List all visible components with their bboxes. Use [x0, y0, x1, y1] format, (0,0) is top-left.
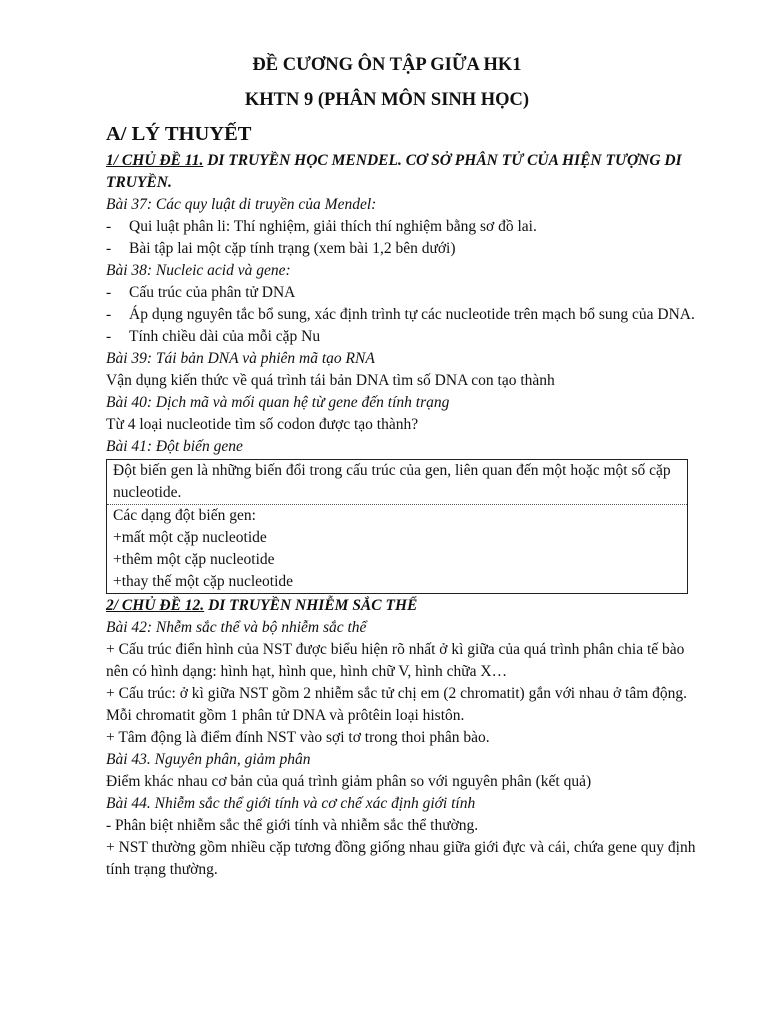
mutation-types-title: Các dạng đột biến gen: — [113, 507, 256, 524]
lesson-38-heading: Bài 38: Nucleic acid và gene: — [106, 262, 291, 279]
lesson-42-line: + Cấu trúc: ở kì giữa NST gồm 2 nhiễm sắc tử chị em (2 chromatit) gắn với nhau ở tâm động. Mỗi chromatit gồm 1 phân tử DNA và prôtêin loại histôn. — [106, 685, 688, 724]
list-item-text: Cấu trúc của phân tử DNA — [129, 284, 296, 301]
lesson-43-text: Điểm khác nhau cơ bản của quá trình giảm phân so với nguyên phân (kết quả) — [106, 773, 592, 790]
lesson-42-heading: Bài 42: Nhễm sắc thể và bộ nhiễm sắc thể — [106, 619, 367, 636]
list-item — [106, 216, 696, 238]
topic-1-title: DI TRUYỀN HỌC MENDEL. CƠ SỞ PHÂN TỬ CỦA HIỆN TƯỢNG DI TRUYỀN. — [106, 152, 682, 191]
lesson-39-text: Vận dụng kiến thức về quá trình tái bản DNA tìm số DNA con tạo thành — [106, 372, 555, 389]
list-item-text: Qui luật phân li: Thí nghiệm, giải thích thí nghiệm bằng sơ đồ lai. — [129, 218, 537, 235]
lesson-38-list — [106, 282, 696, 348]
lesson-40-heading: Bài 40: Dịch mã và mối quan hệ từ gene đến tính trạng — [106, 394, 450, 411]
dash-bullet: - — [106, 240, 112, 257]
dash-bullet: - — [106, 306, 112, 323]
dash-bullet: - — [106, 284, 112, 301]
topic-heading-2 — [106, 595, 696, 617]
lesson-42-line: + Cấu trúc điển hình của NST được biểu hiện rõ nhất ở kì giữa của quá trình phân chia tế bào nên có hình dạng: hình hạt, hình que, hình chữ V, hình chữa X… — [106, 641, 685, 680]
dash-bullet: - — [106, 328, 112, 345]
list-item — [106, 238, 696, 260]
topic-2-number: 2/ CHỦ ĐỀ 12. — [106, 597, 205, 614]
mutation-types — [107, 504, 687, 593]
dash-bullet: - — [106, 218, 112, 235]
list-item-text: Áp dụng nguyên tắc bổ sung, xác định trình tự các nucleotide trên mạch bổ sung của DNA. — [129, 306, 695, 323]
mutation-definition: Đột biến gen là những biến đổi trong cấu trúc của gen, liên quan đến một hoặc một số cặp nucleotide. — [113, 462, 671, 501]
lesson-44-heading: Bài 44. Nhiễm sắc thể giới tính và cơ chế xác định giới tính — [106, 795, 476, 812]
lesson-44-line: + NST thường gồm nhiều cặp tương đồng giống nhau giữa giới đực và cái, chứa gene quy định tính trạng thường. — [106, 839, 696, 878]
lesson-37-heading: Bài 37: Các quy luật di truyền của Mendel: — [106, 196, 377, 213]
topic-2-title: DI TRUYỀN NHIỄM SẮC THỂ — [204, 597, 418, 614]
topic-heading-1 — [106, 150, 696, 194]
topic-1-number: 1/ CHỦ ĐỀ 11. — [106, 152, 204, 169]
lesson-37-list — [106, 216, 696, 260]
list-item — [106, 326, 696, 348]
mutation-type-item: +thay thế một cặp nucleotide — [113, 573, 294, 590]
mutation-type-item: +thêm một cặp nucleotide — [113, 551, 275, 568]
lesson-42-line: + Tâm động là điểm đính NST vào sợi tơ trong thoi phân bào. — [106, 729, 490, 746]
lesson-44-line: - Phân biệt nhiễm sắc thể giới tính và nhiễm sắc thể thường. — [106, 817, 479, 834]
list-item-text: Tính chiều dài của mỗi cặp Nu — [129, 328, 321, 345]
list-item — [106, 282, 696, 304]
mutation-type-item: +mất một cặp nucleotide — [113, 529, 267, 546]
document-subtitle: KHTN 9 (PHÂN MÔN SINH HỌC) — [244, 90, 530, 110]
document-title: ĐỀ CƯƠNG ÔN TẬP GIỮA HK1 — [252, 55, 522, 75]
mutation-info-box — [106, 459, 688, 594]
lesson-39-heading: Bài 39: Tái bản DNA và phiên mã tạo RNA — [106, 350, 375, 367]
lesson-41-heading: Bài 41: Đột biến gene — [106, 438, 243, 455]
lesson-40-text: Từ 4 loại nucleotide tìm số codon được tạo thành? — [106, 416, 419, 433]
section-heading-theory: A/ LÝ THUYẾT — [106, 123, 252, 145]
list-item — [106, 304, 696, 326]
lesson-43-heading: Bài 43. Nguyên phân, giảm phân — [106, 751, 311, 768]
list-item-text: Bài tập lai một cặp tính trạng (xem bài 1,2 bên dưới) — [129, 240, 456, 257]
